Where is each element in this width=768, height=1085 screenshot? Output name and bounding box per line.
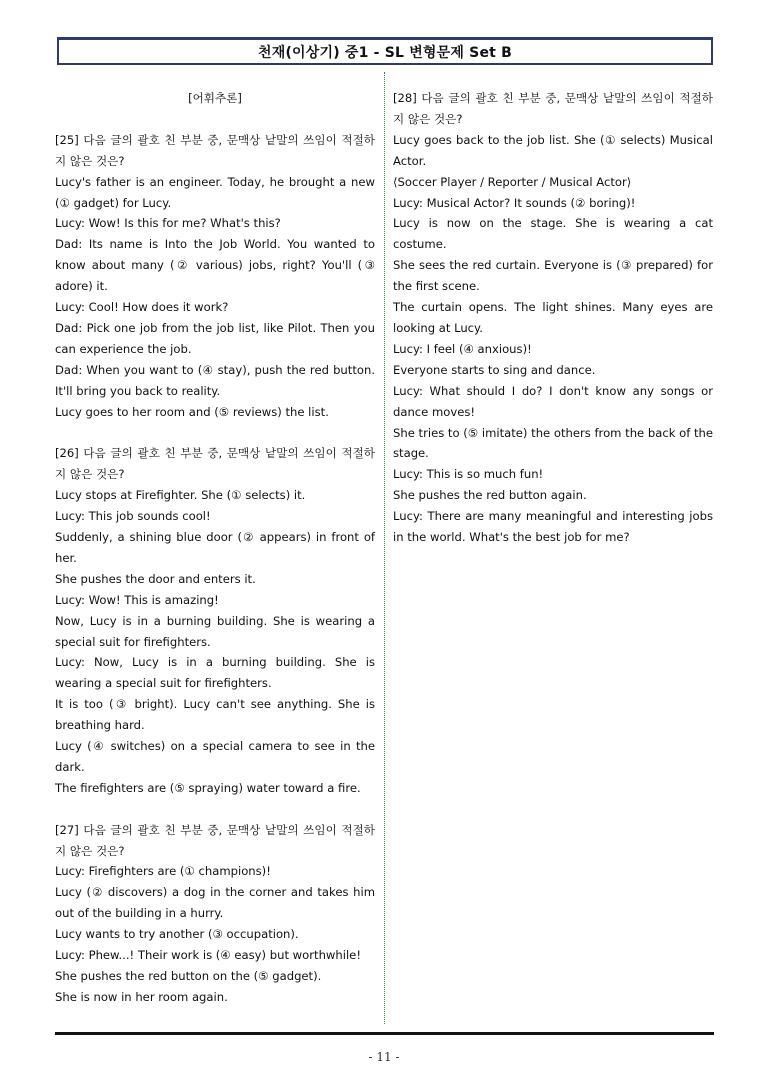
passage-line: Lucy: Wow! This is amazing! <box>55 592 219 607</box>
question-27 <box>55 820 375 1008</box>
question-26 <box>55 443 375 798</box>
passage-line: Lucy wants to try another (③ occupation). <box>55 927 299 942</box>
passage-line: Lucy: Musical Actor? It sounds (② boring)! <box>393 195 636 210</box>
passage-line: The curtain opens. The light shines. Many eyes are looking at Lucy. <box>393 300 713 335</box>
passage-line: It is too (③ bright). Lucy can't see anything. She is breathing hard. <box>55 697 375 733</box>
left-column <box>55 88 375 1008</box>
right-column <box>393 88 713 548</box>
passage-line: Lucy: Wow! Is this for me? What's this? <box>55 216 281 231</box>
passage-line: Lucy: I feel (④ anxious)! <box>393 341 532 356</box>
question-prompt: [28] 다음 글의 괄호 친 부분 중, 문맥상 낱말의 쓰임이 적절하지 않은 것은? <box>393 91 713 126</box>
passage-line: Lucy: What should I do? I don't know any songs or dance moves! <box>393 383 713 419</box>
footer-rule <box>55 1032 714 1035</box>
column-divider <box>384 72 385 1024</box>
passage-line: Lucy: Firefighters are (① champions)! <box>55 864 271 879</box>
passage-line: Lucy: Cool! How does it work? <box>55 300 229 315</box>
passage-line: Lucy's father is an engineer. Today, he brought a new (① gadget) for Lucy. <box>55 174 375 210</box>
passage-line: Lucy: Phew...! Their work is (④ easy) but worthwhile! <box>55 948 361 963</box>
page-header <box>57 37 713 65</box>
passage-line: Lucy is now on the stage. She is wearing a cat costume. <box>393 216 713 252</box>
passage-line: The firefighters are (⑤ spraying) water toward a fire. <box>55 780 361 795</box>
passage-line: Lucy goes back to the job list. She (① selects) Musical Actor. <box>393 132 713 168</box>
passage-line: Lucy: Now, Lucy is in a burning building. She is wearing a special suit for firefighters. <box>55 655 375 691</box>
question-prompt: [25] 다음 글의 괄호 친 부분 중, 문맥상 낱말의 쓰임이 적절하지 않은 것은? <box>55 132 375 168</box>
passage-line: Lucy: This job sounds cool! <box>55 509 211 524</box>
passage-line: Lucy: There are many meaningful and interesting jobs in the world. What's the best job for me? <box>393 509 713 545</box>
passage-line: Lucy stops at Firefighter. She (① selects) it. <box>55 488 306 503</box>
question-prompt: [27] 다음 글의 괄호 친 부분 중, 문맥상 낱말의 쓰임이 적절하지 않은 것은? <box>55 822 375 858</box>
passage-line: Dad: Its name is Into the Job World. You wanted to know about many (② various) jobs, right? You'll (③ adore) it. <box>55 237 375 294</box>
passage-line: Lucy goes to her room and (⑤ reviews) the list. <box>55 404 329 419</box>
passage-line: She pushes the red button on the (⑤ gadget). <box>55 969 322 984</box>
passage-line: Dad: Pick one job from the job list, like Pilot. Then you can experience the job. <box>55 320 375 356</box>
passage-line: Now, Lucy is in a burning building. She is wearing a special suit for firefighters. <box>55 613 375 649</box>
header-title: 천재(이상기) 중1 - SL 변형문제 Set B <box>258 44 512 61</box>
passage-line: Lucy (② discovers) a dog in the corner and takes him out of the building in a hurry. <box>55 885 375 921</box>
passage-line: ⟨Soccer Player / Reporter / Musical Actor⟩ <box>393 174 632 189</box>
passage-line: She is now in her room again. <box>55 989 228 1004</box>
passage-line: She tries to (⑤ imitate) the others from the back of the stage. <box>393 425 713 461</box>
question-prompt: [26] 다음 글의 괄호 친 부분 중, 문맥상 낱말의 쓰임이 적절하지 않은 것은? <box>55 446 375 482</box>
question-25 <box>55 130 375 423</box>
passage-line: She sees the red curtain. Everyone is (③ prepared) for the first scene. <box>393 258 713 294</box>
passage-line: Lucy: This is so much fun! <box>393 467 544 482</box>
passage-line: Everyone starts to sing and dance. <box>393 362 596 377</box>
passage-line: Suddenly, a shining blue door (② appears) in front of her. <box>55 530 375 565</box>
passage-line: Dad: When you want to (④ stay), push the red button. It'll bring you back to reality. <box>55 362 375 398</box>
category-label: [어휘추론] <box>188 91 242 105</box>
passage-line: She pushes the door and enters it. <box>55 571 256 586</box>
passage-line: Lucy (④ switches) on a special camera to see in the dark. <box>55 739 375 774</box>
passage-line: She pushes the red button again. <box>393 488 587 503</box>
page-number: - 11 - <box>368 1050 400 1064</box>
question-28 <box>393 88 713 548</box>
